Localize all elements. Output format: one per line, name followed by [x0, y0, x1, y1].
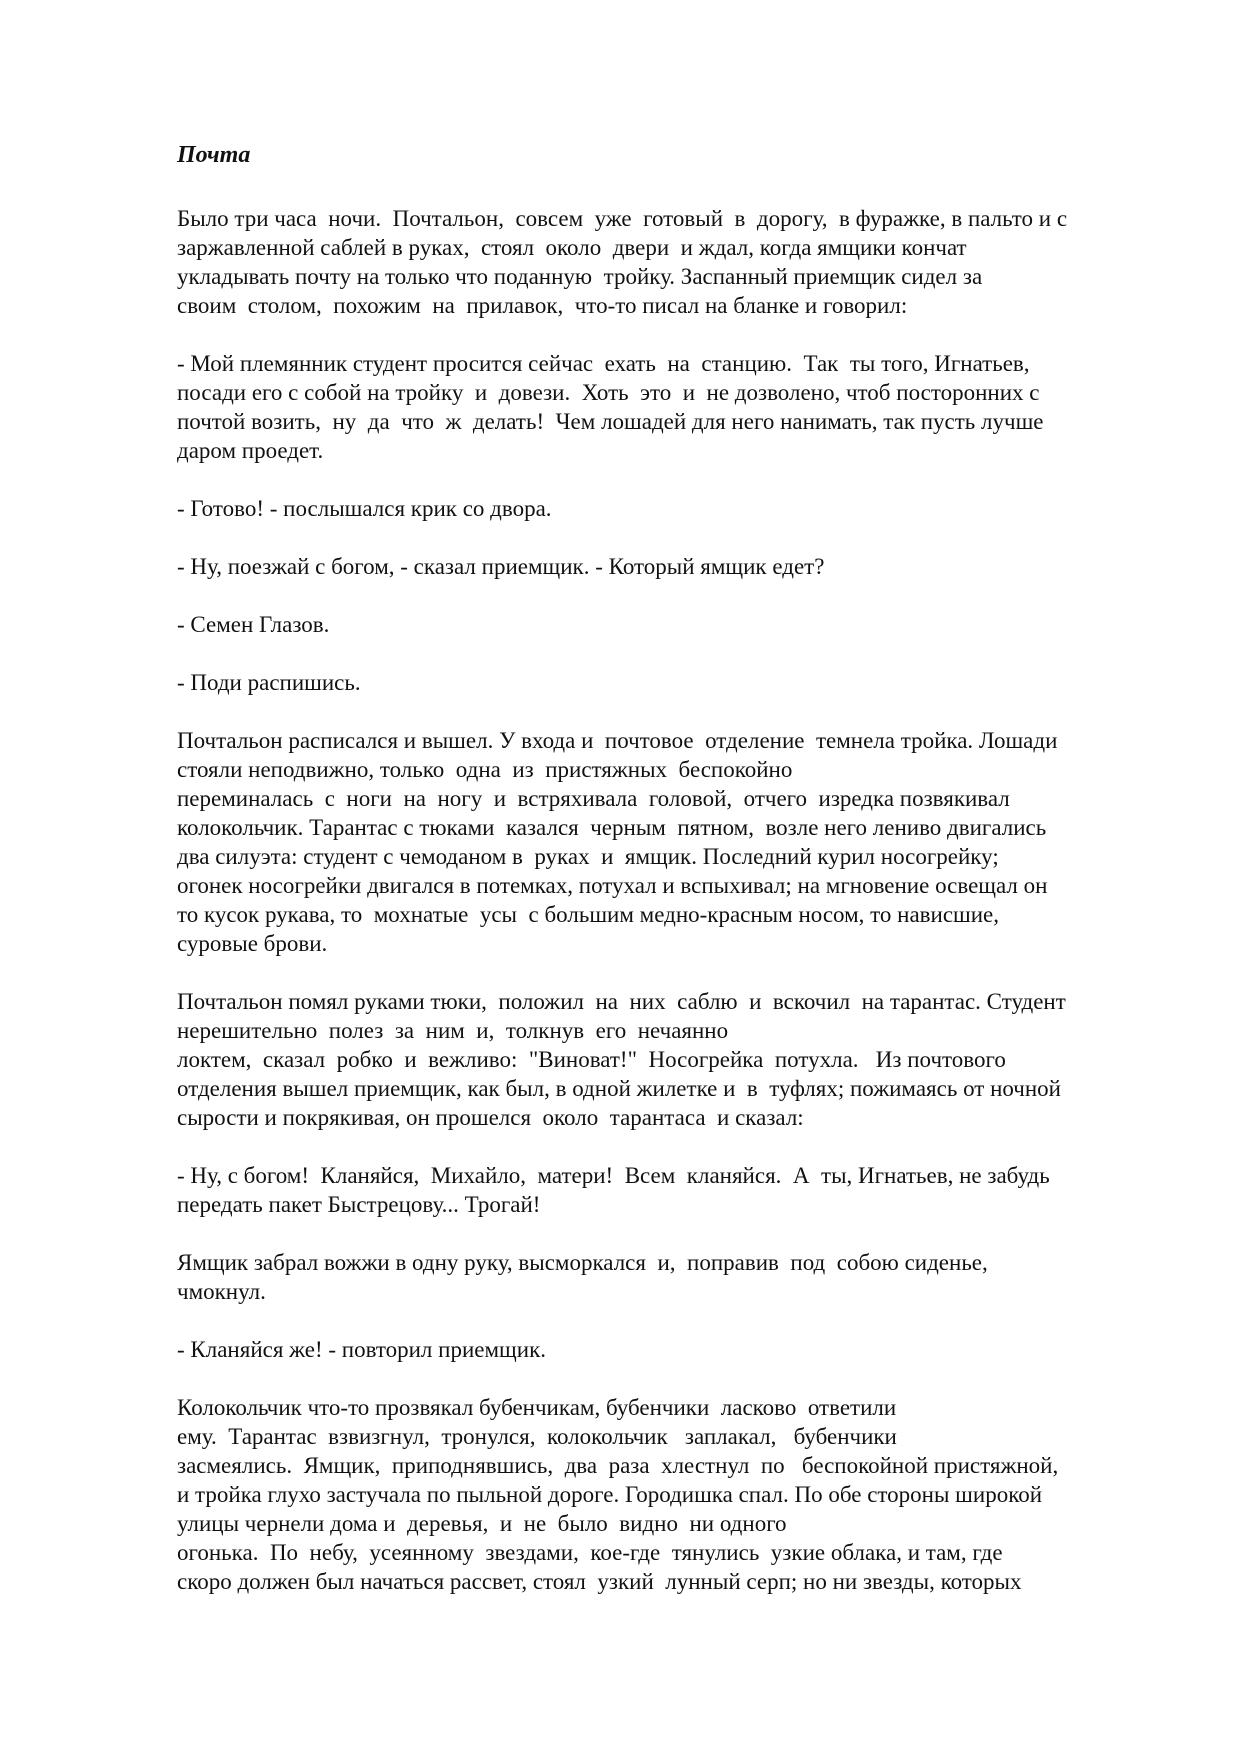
text-line: заржавленной саблей в руках, стоял около двери и ждал, когда ямщики кончат: [177, 235, 967, 260]
paragraph: [177, 552, 1167, 581]
text-line: - Готово! - послышался крик со двора.: [177, 496, 552, 521]
document-body: [177, 204, 1167, 1625]
text-line: скоро должен был начаться рассвет, стоял узкий лунный серп; но ни звезды, которых: [177, 1569, 1022, 1594]
text-line: Почтальон расписался и вышел. У входа и почтовое отделение темнела тройка. Лошади: [177, 728, 1058, 753]
paragraph: [177, 204, 1167, 320]
text-line: сырости и покрякивая, он прошелся около тарантаса и сказал:: [177, 1105, 804, 1130]
text-line: Было три часа ночи. Почтальон, совсем уже готовый в дорогу, в фуражке, в пальто и с: [177, 206, 1068, 231]
text-line: - Ну, с богом! Кланяйся, Михайло, матери! Всем кланяйся. А ты, Игнатьев, не забудь: [177, 1163, 1050, 1188]
paragraph: [177, 1335, 1167, 1364]
text-line: - Семен Глазов.: [177, 612, 330, 637]
text-line: отделения вышел приемщик, как был, в одной жилетке и в туфлях; пожимаясь от ночной: [177, 1076, 1061, 1101]
text-line: ему. Тарантас взвизгнул, тронулся, колокольчик заплакал, бубенчики: [177, 1424, 897, 1449]
text-line: стояли неподвижно, только одна из пристяжных беспокойно: [177, 757, 793, 782]
paragraph: [177, 1393, 1167, 1596]
text-line: и тройка глухо застучала по пыльной дороге. Городишка спал. По обе стороны широкой: [177, 1482, 1043, 1507]
text-line: - Кланяйся же! - повторил приемщик.: [177, 1337, 546, 1362]
text-line: - Мой племянник студент просится сейчас ехать на станцию. Так ты того, Игнатьев,: [177, 351, 1030, 376]
text-line: колокольчик. Тарантас с тюками казался черным пятном, возле него лениво двигались: [177, 815, 1047, 840]
text-line: укладывать почту на только что поданную тройку. Заспанный приемщик сидел за: [177, 264, 983, 289]
text-line: почтой возить, ну да что ж делать! Чем лошадей для него нанимать, так пусть лучше: [177, 409, 1044, 434]
text-line: засмеялись. Ямщик, приподнявшись, два раза хлестнул по беспокойной пристяжной,: [177, 1453, 1059, 1478]
paragraph: [177, 349, 1167, 465]
text-line: огонек носогрейки двигался в потемках, потухал и вспыхивал; на мгновение освещал он: [177, 873, 1048, 898]
text-line: то кусок рукава, то мохнатые усы с большим медно-красным носом, то нависшие,: [177, 902, 1000, 927]
text-line: Колокольчик что-то прозвякал бубенчикам, бубенчики ласково ответили: [177, 1395, 897, 1420]
text-line: - Поди распишись.: [177, 670, 361, 695]
paragraph: [177, 610, 1167, 639]
text-line: нерешительно полез за ним и, толкнув его нечаянно: [177, 1018, 729, 1043]
text-line: локтем, сказал робко и вежливо: "Виноват!" Носогрейка потухла. Из почтового: [177, 1047, 1006, 1072]
paragraph: [177, 1248, 1167, 1306]
text-line: передать пакет Быстрецову... Трогай!: [177, 1192, 541, 1217]
paragraph: [177, 668, 1167, 697]
paragraph: [177, 1161, 1167, 1219]
text-line: переминалась с ноги на ногу и встряхивала головой, отчего изредка позвякивал: [177, 786, 1010, 811]
text-line: огонька. По небу, усеянному звездами, кое-где тянулись узкие облака, и там, где: [177, 1540, 1003, 1565]
page-title: Почта: [177, 142, 251, 168]
paragraph: [177, 987, 1167, 1132]
text-line: два силуэта: студент с чемоданом в руках и ямщик. Последний курил носогрейку;: [177, 844, 999, 869]
text-line: - Ну, поезжай с богом, - сказал приемщик. - Который ямщик едет?: [177, 554, 825, 579]
text-line: суровые брови.: [177, 931, 328, 956]
paragraph: [177, 494, 1167, 523]
text-line: улицы чернели дома и деревья, и не было видно ни одного: [177, 1511, 787, 1536]
text-line: даром проедет.: [177, 438, 324, 463]
text-line: посади его с собой на тройку и довези. Хоть это и не дозволено, чтоб посторонних с: [177, 380, 1040, 405]
text-line: чмокнул.: [177, 1279, 266, 1304]
text-line: Ямщик забрал вожжи в одну руку, высморкался и, поправив под собою сиденье,: [177, 1250, 988, 1275]
text-line: Почтальон помял руками тюки, положил на них саблю и вскочил на тарантас. Студент: [177, 989, 1066, 1014]
paragraph: [177, 726, 1167, 958]
text-line: своим столом, похожим на прилавок, что-то писал на бланке и говорил:: [177, 293, 908, 318]
